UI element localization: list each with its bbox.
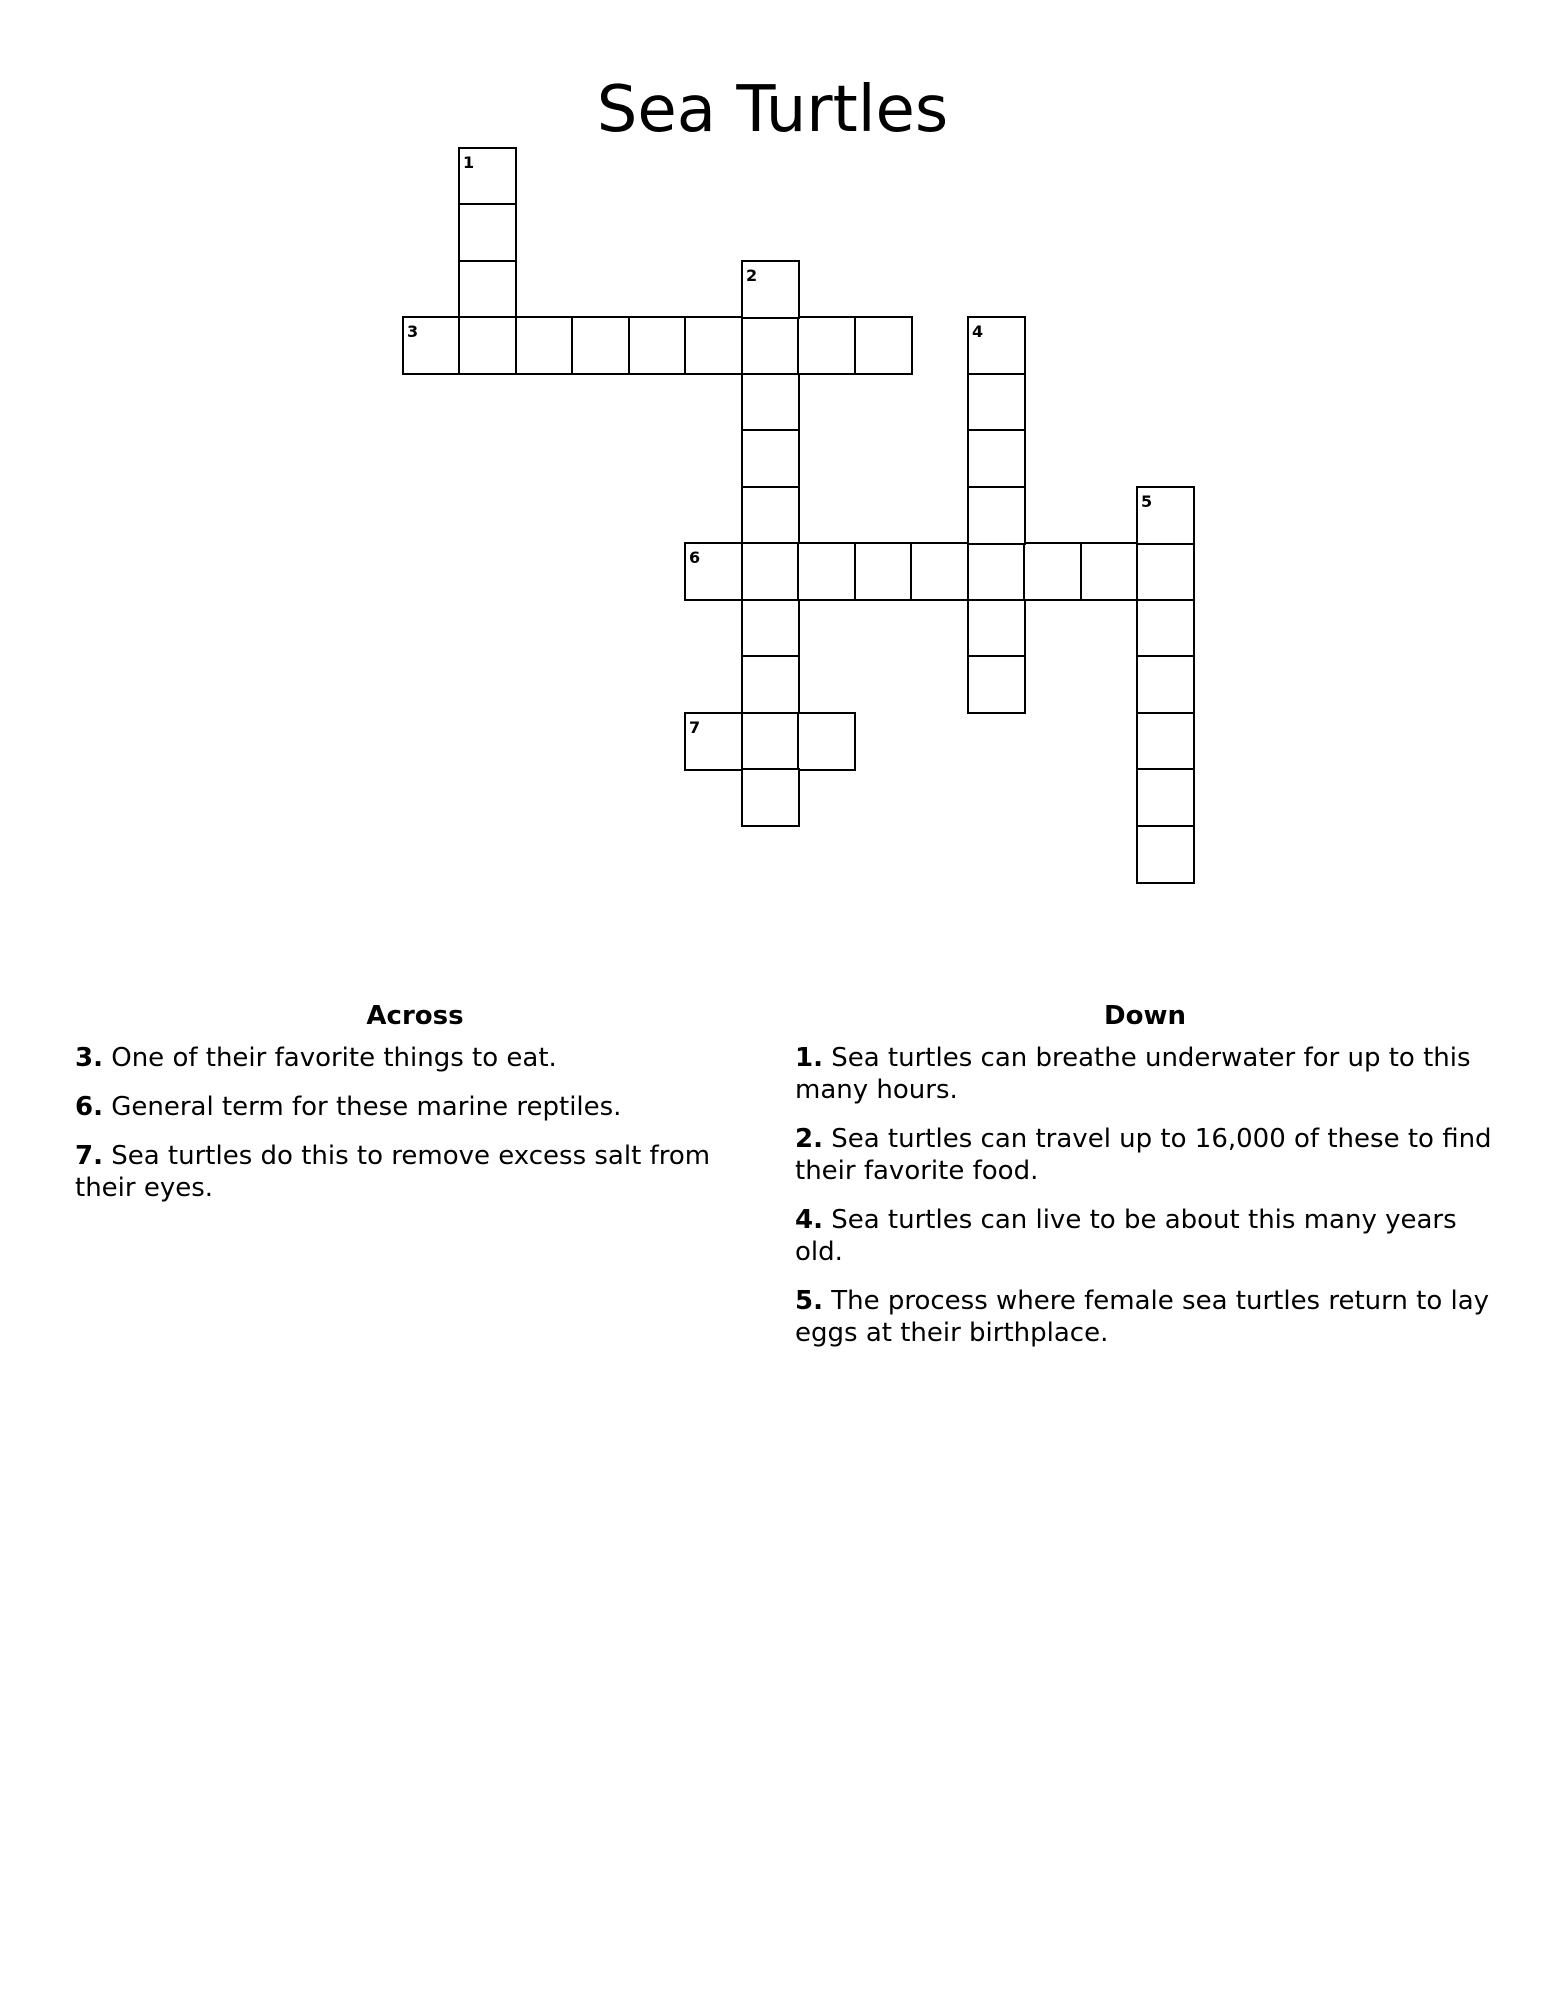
grid-cell[interactable] [1136,712,1195,771]
grid-cell[interactable] [967,486,1026,545]
grid-cell[interactable] [854,316,913,375]
grid-cell[interactable] [458,260,517,319]
clue-number: 5. [795,1286,823,1316]
cell-number: 5 [1141,492,1153,511]
grid-cell[interactable] [797,712,856,771]
grid-cell[interactable] [515,316,574,375]
grid-cell[interactable] [458,316,517,375]
grid-cell[interactable] [1136,542,1195,601]
grid-cell[interactable] [741,429,800,488]
clue-down-4 [795,1204,1495,1268]
grid-cell[interactable] [741,373,800,432]
clue-number: 3. [75,1043,103,1073]
grid-cell[interactable] [458,203,517,262]
clue-number: 6. [75,1092,103,1122]
grid-cell[interactable] [967,599,1026,658]
clue-text: Sea turtles can breathe underwater for up to this many hours. [795,1043,1471,1105]
clue-text: One of their favorite things to eat. [111,1043,557,1073]
grid-cell[interactable] [684,316,743,375]
down-heading: Down [1104,1001,1186,1031]
clue-down-5 [795,1285,1495,1349]
grid-cell[interactable] [741,655,800,714]
clue-text: General term for these marine reptiles. [111,1092,622,1122]
grid-cell[interactable] [741,768,800,827]
cell-number: 7 [689,718,701,737]
grid-cell[interactable] [684,542,743,601]
clue-number: 2. [795,1124,823,1154]
cell-number: 1 [463,153,475,172]
grid-cell[interactable] [741,486,800,545]
grid-cell[interactable] [684,712,743,771]
crossword-grid [0,0,1545,960]
grid-cell[interactable] [741,712,800,771]
grid-cell[interactable] [458,147,517,206]
grid-cell[interactable] [854,542,913,601]
grid-cell[interactable] [741,260,800,319]
grid-cell[interactable] [967,655,1026,714]
clue-text: Sea turtles can live to be about this many years old. [795,1205,1457,1267]
clue-across-3 [75,1042,755,1074]
grid-cell[interactable] [571,316,630,375]
grid-cell[interactable] [797,542,856,601]
cell-number: 2 [746,266,758,285]
puzzle-title: Sea Turtles [596,73,949,147]
grid-cell[interactable] [741,599,800,658]
down-clues [795,1000,1495,1366]
clue-text: Sea turtles do this to remove excess salt from their eyes. [75,1141,711,1203]
grid-cell[interactable] [1136,599,1195,658]
across-clue-list [75,1042,755,1204]
clue-number: 4. [795,1205,823,1235]
grid-cell[interactable] [1080,542,1139,601]
cell-number: 3 [407,322,419,341]
clue-across-7 [75,1140,755,1204]
grid-cell[interactable] [910,542,969,601]
cell-number: 4 [972,322,984,341]
grid-cell[interactable] [741,542,800,601]
down-clue-list [795,1042,1495,1349]
grid-cell[interactable] [1136,768,1195,827]
grid-cell[interactable] [1136,825,1195,884]
grid-cell[interactable] [628,316,687,375]
grid-cell[interactable] [967,373,1026,432]
across-clues [75,1000,755,1221]
grid-cell[interactable] [967,316,1026,375]
clue-text: The process where female sea turtles return to lay eggs at their birthplace. [795,1286,1490,1348]
clue-number: 1. [795,1043,823,1073]
grid-cell[interactable] [741,316,800,375]
grid-cell[interactable] [1023,542,1082,601]
grid-cell[interactable] [967,542,1026,601]
clue-text: Sea turtles can travel up to 16,000 of these to find their favorite food. [795,1124,1492,1186]
clue-down-2 [795,1123,1495,1187]
clue-number: 7. [75,1141,103,1171]
cell-number: 6 [689,548,701,567]
grid-cell[interactable] [1136,486,1195,545]
grid-cell[interactable] [967,429,1026,488]
grid-cell[interactable] [1136,655,1195,714]
grid-cell[interactable] [797,316,856,375]
clue-across-6 [75,1091,755,1123]
grid-cell[interactable] [402,316,461,375]
across-heading: Across [366,1001,464,1031]
clue-down-1 [795,1042,1495,1106]
